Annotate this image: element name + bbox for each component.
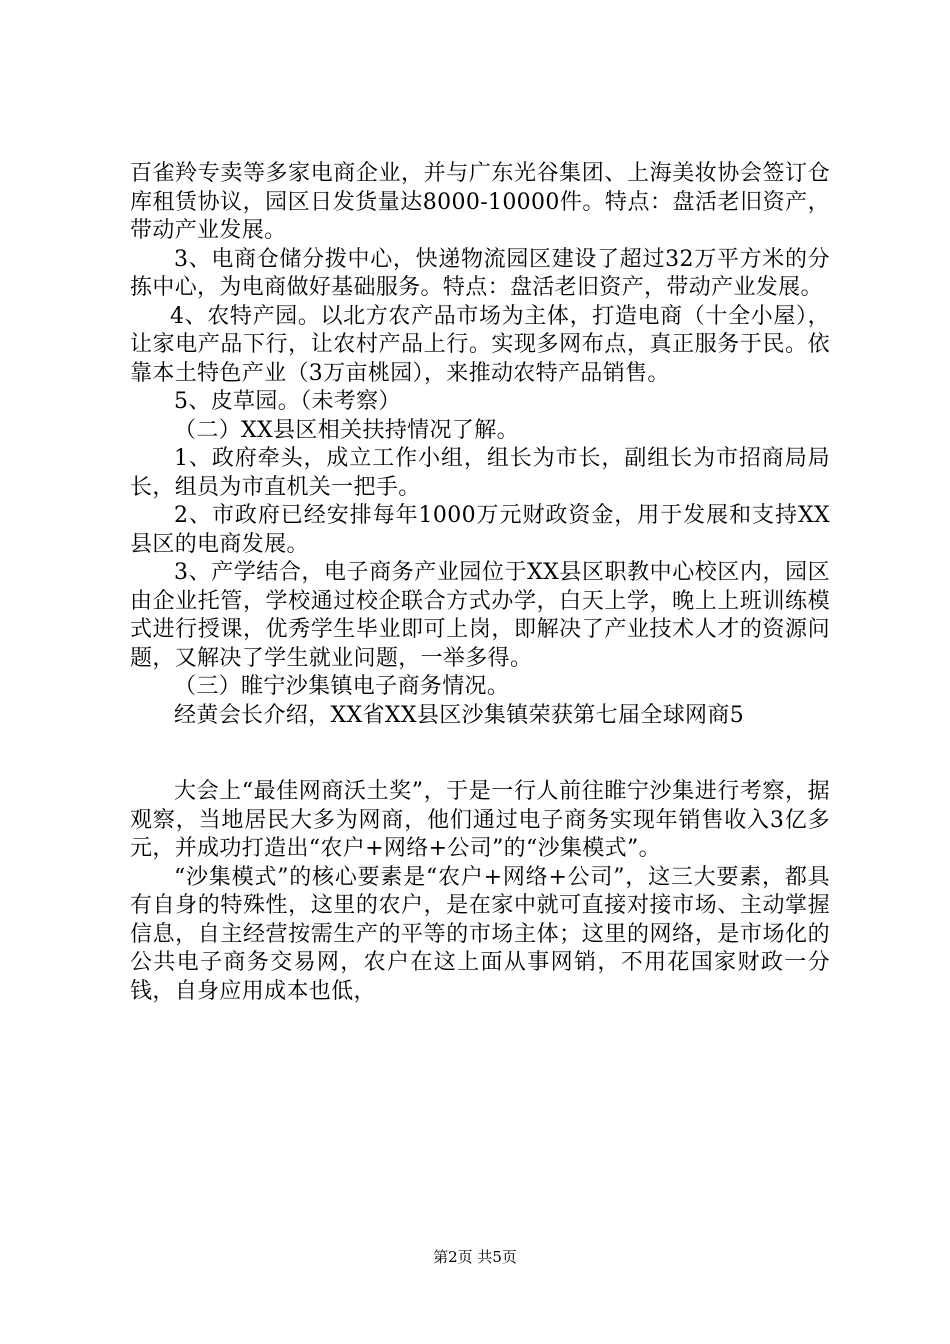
paragraph: 1、政府牵头，成立工作小组，组长为市长，副组长为市招商局局长，组员为市直机关一把手。 [130, 446, 830, 500]
paragraph: 2、市政府已经安排每年1000万元财政资金，用于发展和支持XX县区的电商发展。 [130, 503, 830, 557]
paragraph: 5、皮草园。（未考察） [174, 389, 401, 414]
document-body [130, 160, 830, 1006]
paragraph: 经黄会长介绍，XX省XX县区沙集镇荣获第七届全球网商5 [174, 702, 745, 728]
paragraph: 4、农特产园。以北方农产品市场为主体，打造电商（十全小屋），让家电产品下行，让农村产品上行。实现多网布点，真正服务于民。依靠本土特色产业（3万亩桃园），来推动农特产品销售。 [130, 303, 830, 386]
paragraph: 百雀羚专卖等多家电商企业，并与广东光谷集团、上海美妆协会签订仓库租赁协议，园区日发货量达8000-10000件。特点：盘活老旧资产，带动产业发展。 [130, 161, 830, 243]
paragraph-gap [130, 730, 830, 778]
section-heading: （三）睢宁沙集镇电子商务情况。 [174, 674, 510, 699]
paragraph: 3、电商仓储分拨中心，快递物流园区建设了超过32万平方米的分拣中心，为电商做好基础服务。特点：盘活老旧资产，带动产业发展。 [130, 246, 830, 300]
paragraph: “沙集模式”的核心要素是“农户+网络+公司”，这三大要素，都具有自身的特殊性，这里的农户，是在家中就可直接对接市场、主动掌握信息，自主经营按需生产的平等的市场主体；这里的网络，是市场化的公共电子商务交易网，农户在这上面从事网销，不用花国家财政一分钱，自身应用成本也低， [130, 864, 830, 1004]
paragraph: 3、产学结合，电子商务产业园位于XX县区职教中心校区内，园区由企业托管，学校通过校企联合方式办学，白天上学，晚上上班训练模式进行授课，优秀学生毕业即可上岗，即解决了产业技术人才的资源问题，又解决了学生就业问题，一举多得。 [130, 560, 830, 671]
paragraph: 大会上“最佳网商沃土奖”，于是一行人前往睢宁沙集进行考察，据观察，当地居民大多为网商，他们通过电子商务实现年销售收入3亿多元，并成功打造出“农户+网络+公司”的“沙集模式”。 [130, 779, 830, 861]
page-number: 第2页 共5页 [433, 1248, 517, 1266]
section-heading: （二）XX县区相关扶持情况了解。 [174, 417, 519, 443]
